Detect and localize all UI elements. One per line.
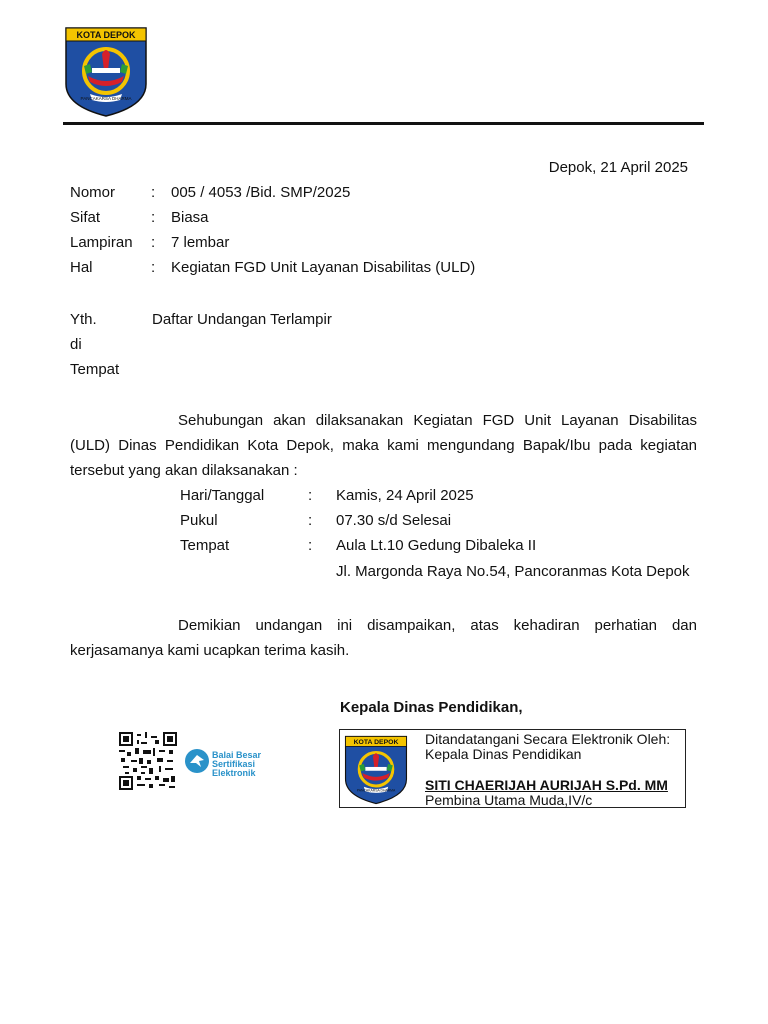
signature-line-2: Kepala Dinas Pendidikan — [425, 746, 582, 762]
detail-value-address: Jl. Margonda Raya No.54, Pancoranmas Kota Depok — [336, 563, 690, 580]
logo-caption: KOTA DEPOK — [353, 739, 399, 747]
detail-value-place: Aula Lt.10 Gedung Dibaleka II — [336, 537, 537, 554]
signer-rank: Pembina Utama Muda,IV/c — [425, 792, 593, 808]
bsre-text-1: Balai Besar — [212, 750, 262, 760]
meta-colon: : — [151, 209, 156, 226]
meta-value-sifat: Biasa — [171, 209, 209, 226]
kota-depok-logo — [64, 26, 148, 118]
meta-colon: : — [151, 234, 156, 251]
detail-colon: : — [308, 537, 313, 554]
recipient-di: di — [70, 336, 82, 353]
meta-label-hal: Hal — [70, 259, 93, 276]
bsre-logo-icon — [184, 748, 210, 774]
meta-label-sifat: Sifat — [70, 209, 101, 226]
meta-colon: : — [151, 184, 156, 201]
recipient-place: Tempat — [70, 361, 120, 378]
meta-label-lampiran: Lampiran — [70, 234, 133, 251]
signer-name: SITI CHAERIJAH AURIJAH S.Pd. MM — [425, 777, 668, 793]
detail-label-date: Hari/Tanggal — [180, 487, 265, 504]
signature-title: Kepala Dinas Pendidikan, — [340, 699, 523, 716]
qr-code — [118, 732, 178, 790]
signature-line-1: Ditandatangani Secara Elektronik Oleh: — [425, 731, 671, 747]
bsre-text-2: Sertifikasi — [212, 759, 256, 769]
logo-motto: PANCAKARSA DHARMA — [80, 96, 132, 101]
meta-value-nomor: 005 / 4053 /Bid. SMP/2025 — [171, 184, 351, 201]
detail-label-time: Pukul — [180, 512, 218, 529]
detail-value-time: 07.30 s/d Selesai — [336, 512, 452, 529]
detail-value-date: Kamis, 24 April 2025 — [336, 487, 474, 504]
meta-value-lampiran: 7 lembar — [171, 234, 230, 251]
kota-depok-logo-small — [344, 734, 408, 806]
logo-motto: PANCAKARSA DHARMA — [356, 788, 396, 793]
meta-label-nomor: Nomor — [70, 184, 116, 201]
letter-date: Depok, 21 April 2025 — [548, 159, 688, 176]
detail-colon: : — [308, 512, 313, 529]
logo-caption: KOTA DEPOK — [76, 30, 136, 40]
detail-label-place: Tempat — [180, 537, 230, 554]
detail-colon: : — [308, 487, 313, 504]
meta-colon: : — [151, 259, 156, 276]
body-paragraph-1 — [70, 408, 697, 483]
bsre-text-3: Elektronik — [212, 768, 256, 778]
body-paragraph-2-text: Demikian undangan ini disampaikan, atas kehadiran perhatian dan kerjasamanya kami ucapkan terima kasih. — [70, 617, 697, 659]
recipient-name: Daftar Undangan Terlampir — [152, 311, 332, 328]
body-paragraph-2 — [70, 613, 697, 663]
recipient-salutation: Yth. — [70, 311, 97, 328]
body-paragraph-1-text: Sehubungan akan dilaksanakan Kegiatan FGD Unit Layanan Disabilitas (ULD) Dinas Pendidikan Kota Depok, maka kami mengundang Bapak/Ibu pada kegiatan tersebut yang akan dilaksanakan : — [70, 412, 697, 479]
header-divider — [63, 122, 704, 125]
meta-value-hal: Kegiatan FGD Unit Layanan Disabilitas (ULD) — [171, 259, 476, 276]
